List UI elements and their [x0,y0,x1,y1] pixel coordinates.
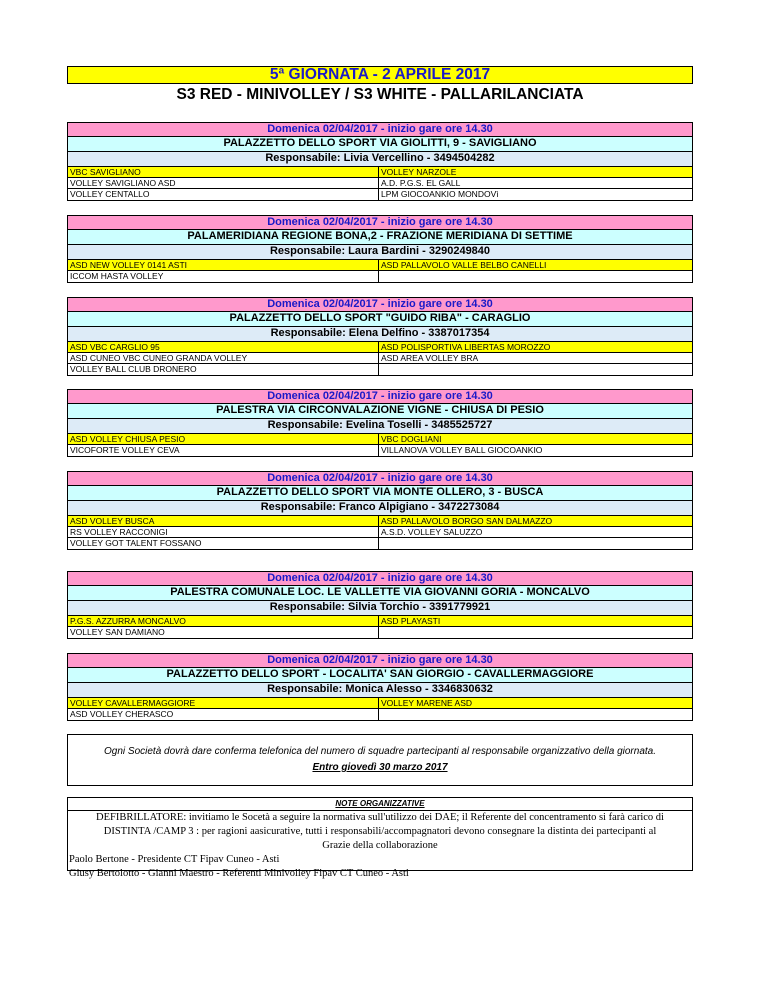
venue-date: Domenica 02/04/2017 - inizio gare ore 14.30 [67,389,693,404]
team-column-left [67,516,379,549]
team-cell: ASD VOLLEY BUSCA [67,516,378,527]
team-cell: RS VOLLEY RACCONIGI [67,527,378,538]
team-cell [379,271,692,282]
team-cell: VOLLEY MARENE ASD [379,698,692,709]
venue-date: Domenica 02/04/2017 - inizio gare ore 14.30 [67,653,693,668]
team-cell: ASD PLAYASTI [379,616,692,627]
venue-block [67,653,693,721]
venue-block [67,571,693,639]
team-table [67,260,693,283]
team-column-right [379,167,693,200]
venue-block [67,215,693,283]
team-cell: A.D. P.G.S. EL GALL [379,178,692,189]
venue-name: PALAZZETTO DELLO SPORT VIA GIOLITTI, 9 - SAVIGLIANO [67,137,693,152]
notes-title: NOTE ORGANIZZATIVE [68,798,692,811]
team-column-left [67,167,379,200]
team-cell [379,627,692,638]
notes-box [67,797,693,879]
venue-name: PALAZZETTO DELLO SPORT "GUIDO RIBA" - CARAGLIO [67,312,693,327]
team-table [67,616,693,639]
page-subtitle: S3 RED - MINIVOLLEY / S3 WHITE - PALLARILANCIATA [176,86,584,103]
venue-name: PALAMERIDIANA REGIONE BONA,2 - FRAZIONE MERIDIANA DI SETTIME [67,230,693,245]
venue-name: PALESTRA VIA CIRCONVALAZIONE VIGNE - CHIUSA DI PESIO [67,404,693,419]
venue-block [67,471,693,550]
notice-box [67,734,693,786]
team-column-left [67,260,379,282]
notes-line-defibrillatore: DEFIBRILLATORE: invitiamo le Socetà a seguire la normativa sull'utilizzo dei DAE; il Referente del concentramento si farà carico di [96,812,664,823]
venue-date: Domenica 02/04/2017 - inizio gare ore 14.30 [67,471,693,486]
team-column-left [67,616,379,638]
notes-line-signature-2: Giusy Bertolotto - Gianni Maestro - Referenti Minivolley Fipav CT Cuneo - Asti [69,868,409,879]
team-cell: ASD NEW VOLLEY 0141 ASTI [67,260,378,271]
team-cell: ASD PALLAVOLO VALLE BELBO CANELLI [379,260,692,271]
team-column-right [379,434,693,456]
page-title: 5ª GIORNATA - 2 APRILE 2017 [67,66,693,84]
venue-name: PALESTRA COMUNALE LOC. LE VALLETTE VIA GIOVANNI GORIA - MONCALVO [67,586,693,601]
venue-block [67,389,693,457]
team-cell: ASD PALLAVOLO BORGO SAN DALMAZZO [379,516,692,527]
team-column-right [379,516,693,549]
team-cell: A.S.D. VOLLEY SALUZZO [379,527,692,538]
team-cell: VOLLEY BALL CLUB DRONERO [67,364,378,375]
notes-line-thanks: Grazie della collaborazione [322,840,438,851]
team-column-left [67,434,379,456]
team-cell: ICCOM HASTA VOLLEY [67,271,378,282]
team-cell: VOLLEY SAVIGLIANO ASD [67,178,378,189]
team-table [67,342,693,376]
team-cell [379,364,692,375]
team-cell [379,709,692,720]
team-cell: LPM GIOCOANKIO MONDOVì [381,189,499,199]
team-column-left [67,342,379,375]
venue-date: Domenica 02/04/2017 - inizio gare ore 14.30 [67,571,693,586]
team-cell: P.G.S. AZZURRA MONCALVO [67,616,378,627]
team-column-left [67,698,379,720]
team-column-right [379,342,693,375]
team-cell: ASD VOLLEY CHIUSA PESIO [67,434,378,445]
team-table [67,434,693,457]
team-cell: ASD AREA VOLLEY BRA [379,353,692,364]
venue-date: Domenica 02/04/2017 - inizio gare ore 14.30 [67,122,693,137]
notice-text: Ogni Società dovrà dare conferma telefonica del numero di squadre partecipanti al responsabile organizzativo della giornata. [104,746,656,757]
venue-responsible: Responsabile: Evelina Toselli - 3485525727 [67,419,693,434]
venue-responsible: Responsabile: Laura Bardini - 3290249840 [67,245,693,260]
team-cell: VBC SAVIGLIANO [67,167,378,178]
team-cell: ASD CUNEO VBC CUNEO GRANDA VOLLEY [67,353,378,364]
team-cell: VOLLEY CENTALLO [67,189,378,200]
notes-line-signature-1: Paolo Bertone - Presidente CT Fipav Cuneo - Asti [69,854,280,865]
notes-line-distinta: DISTINTA /CAMP 3 : per ragioni aasicurative, tutti i responsabili/accompagnatori devono consegnare la distinta dei partecipanti al [103,826,657,837]
venue-responsible: Responsabile: Elena Delfino - 3387017354 [67,327,693,342]
venue-block [67,122,693,201]
team-cell: ASD VBC CARGLIO 95 [67,342,378,353]
team-cell: VILLANOVA VOLLEY BALL GIOCOANKIO [381,445,543,455]
venue-date: Domenica 02/04/2017 - inizio gare ore 14.30 [67,215,693,230]
venue-responsible: Responsabile: Franco Alpigiano - 3472273084 [67,501,693,516]
team-cell: VICOFORTE VOLLEY CEVA [67,445,378,456]
team-cell: VOLLEY GOT TALENT FOSSANO [67,538,378,549]
notice-deadline: Entro giovedì 30 marzo 2017 [312,762,448,773]
team-column-right [379,698,693,720]
venue-name: PALAZZETTO DELLO SPORT - LOCALITA' SAN GIORGIO - CAVALLERMAGGIORE [67,668,693,683]
team-cell [379,538,692,549]
team-column-right [379,260,693,282]
venue-block [67,297,693,376]
team-cell: VOLLEY CAVALLERMAGGIORE [67,698,378,709]
venue-date: Domenica 02/04/2017 - inizio gare ore 14.30 [67,297,693,312]
venue-name: PALAZZETTO DELLO SPORT VIA MONTE OLLERO, 3 - BUSCA [67,486,693,501]
team-table [67,698,693,721]
team-cell: ASD POLISPORTIVA LIBERTAS MOROZZO [379,342,692,353]
team-column-right [379,616,693,638]
team-cell: VOLLEY SAN DAMIANO [67,627,378,638]
team-table [67,516,693,550]
team-table [67,167,693,201]
venue-responsible: Responsabile: Monica Alesso - 3346830632 [67,683,693,698]
team-cell: VBC DOGLIANI [379,434,692,445]
venue-responsible: Responsabile: Silvia Torchio - 3391779921 [67,601,693,616]
team-cell: VOLLEY NARZOLE [379,167,692,178]
venue-responsible: Responsabile: Livia Vercellino - 3494504282 [67,152,693,167]
team-cell: ASD VOLLEY CHERASCO [67,709,378,720]
